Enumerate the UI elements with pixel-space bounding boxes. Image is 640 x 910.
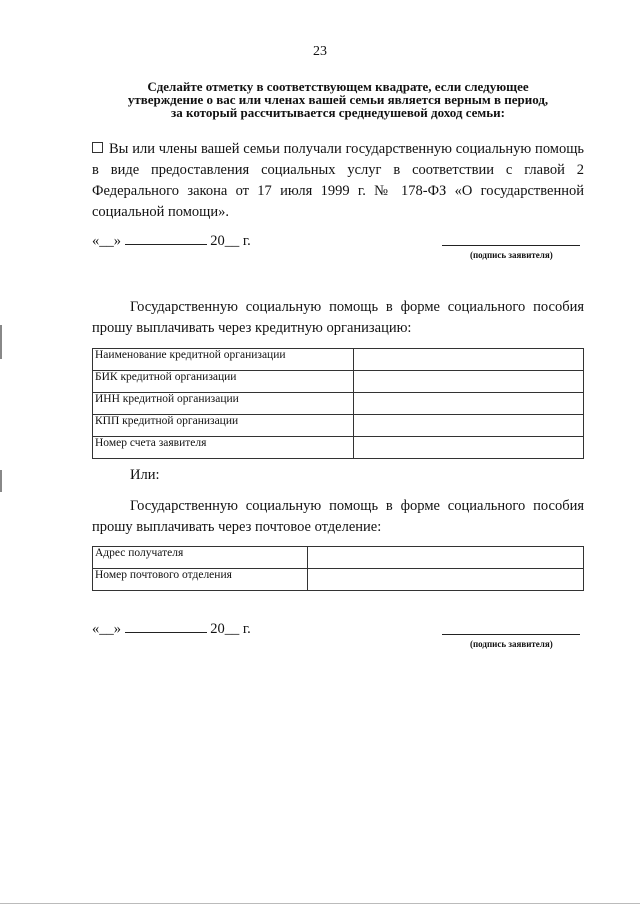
post-details-table <box>92 546 584 591</box>
table-row <box>93 415 584 437</box>
checkbox-statement-text: Вы или члены вашей семьи получали государственную социальную помощь в виде предоставления социальных услуг в соответствии с главой 2 Федерального закона от 17 июля 1999 г. № 178-ФЗ «О государственной социальной помощи». <box>92 141 584 220</box>
signature-caption: (подпись заявителя) <box>470 250 553 260</box>
row-value-field[interactable] <box>354 437 584 459</box>
row-label: Номер почтового отделения <box>93 569 308 591</box>
signature-line[interactable] <box>442 634 580 635</box>
scan-bottom-edge <box>0 903 640 904</box>
or-label: Или: <box>130 467 160 483</box>
bank-details-table <box>92 348 584 459</box>
row-value-field[interactable] <box>354 349 584 371</box>
heading-line: за который рассчитывается среднедушевой доход семьи: <box>171 105 505 120</box>
scan-edge-mark <box>0 470 2 492</box>
date-month-blank[interactable] <box>125 232 207 245</box>
row-value-field[interactable] <box>308 547 584 569</box>
table-row <box>93 437 584 459</box>
table-row <box>93 349 584 371</box>
row-label: Номер счета заявителя <box>93 437 354 459</box>
heading-line: утверждение о вас или членах вашей семьи является верным в период, <box>127 92 549 107</box>
row-label: КПП кредитной организации <box>93 415 354 437</box>
row-value-field[interactable] <box>354 393 584 415</box>
table-row <box>93 547 584 569</box>
date-field-1 <box>92 232 251 250</box>
row-label: Адрес получателя <box>93 547 308 569</box>
heading-line: Сделайте отметку в соответствующем квадрате, если следующее <box>147 79 529 94</box>
table-row <box>93 371 584 393</box>
date-day-blank[interactable]: «__» <box>92 621 121 637</box>
row-label: Наименование кредитной организации <box>93 349 354 371</box>
date-year[interactable]: 20__ г. <box>210 233 251 249</box>
table-row <box>93 393 584 415</box>
scan-edge-mark <box>0 325 2 359</box>
date-day-blank[interactable]: «__» <box>92 233 121 249</box>
signature-line[interactable] <box>442 245 580 246</box>
signature-caption: (подпись заявителя) <box>470 639 553 649</box>
checkbox[interactable] <box>92 142 103 153</box>
row-label: БИК кредитной организации <box>93 371 354 393</box>
row-label: ИНН кредитной организации <box>93 393 354 415</box>
table-row <box>93 569 584 591</box>
bank-section-text: Государственную социальную помощь в форме социального пособия прошу выплачивать через кредитную организацию: <box>92 299 584 336</box>
date-field-2 <box>92 620 251 638</box>
row-value-field[interactable] <box>354 415 584 437</box>
date-month-blank[interactable] <box>125 620 207 633</box>
date-year[interactable]: 20__ г. <box>210 621 251 637</box>
post-section-text: Государственную социальную помощь в форме социального пособия прошу выплачивать через почтовое отделение: <box>92 498 584 535</box>
instruction-heading <box>92 80 584 119</box>
checkbox-statement <box>92 139 584 223</box>
row-value-field[interactable] <box>354 371 584 393</box>
row-value-field[interactable] <box>308 569 584 591</box>
page-number: 23 <box>313 44 327 59</box>
